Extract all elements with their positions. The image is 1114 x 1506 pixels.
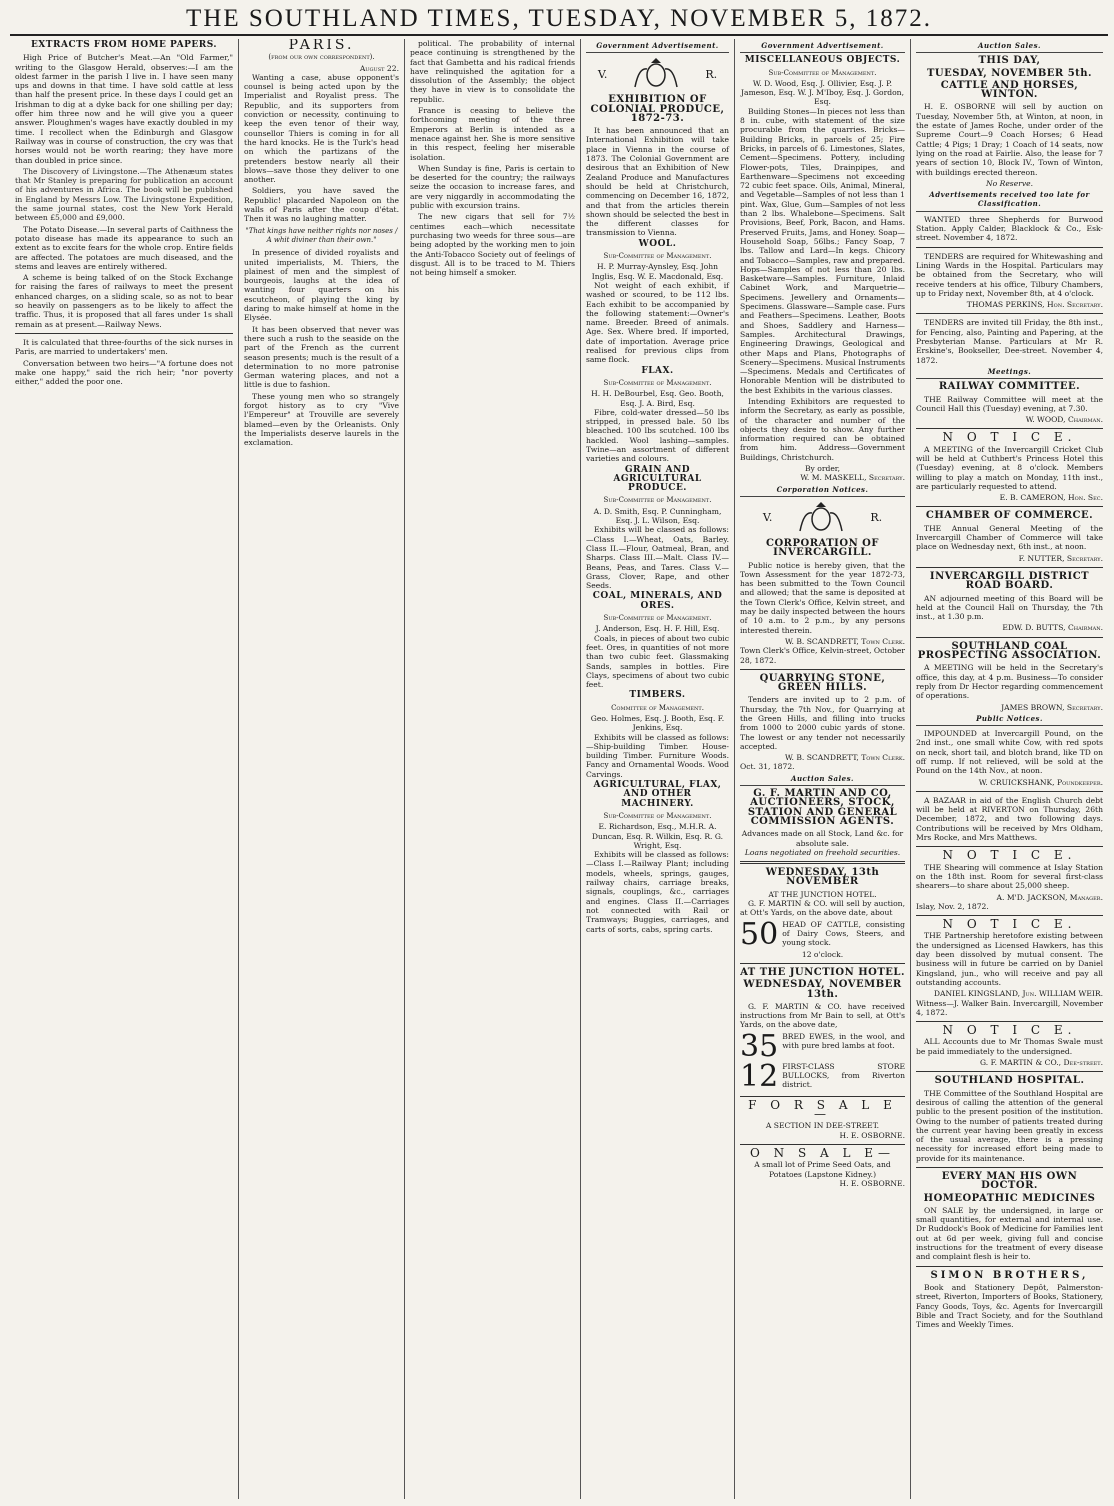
article-paragraph: In presence of divided royalists and united imperialists, M. Thiers, the plainest of men and the simplest of bourgeois, laughs at the idea of wanting four quarters on his escutcheon, of playing the king by daring to make himself at home in the Elysée.: [244, 248, 399, 323]
divider: [740, 1096, 905, 1097]
ad-line: Advances made on all Stock, Land &c. for absolute sale.: [741, 829, 904, 848]
committee-label: Sub-Committee of Management.: [603, 496, 712, 505]
ad-title: WEDNESDAY, NOVEMBER 13th.: [743, 979, 902, 1000]
ad-title: EVERY MAN HIS OWN DOCTOR.: [941, 1170, 1078, 1192]
ad-line: Witness—J. Walker Bain. Invercargill, November 4, 1872.: [916, 998, 1103, 1017]
signature: W. B. SCANDRETT, Town Clerk.: [785, 636, 905, 646]
lot-description: BRED EWES, in the wool, and with pure bred lambs at foot.: [782, 1031, 905, 1051]
signature: E. B. CAMERON, Hon. Sec.: [999, 493, 1103, 503]
ad-paragraph: Building Stones—In pieces not less than 8 in. cube, with statement of the size procurable from the quarries. Bricks—Building Bricks, in parcels of 25; Fire Bricks, in parcels of 6. Limestones, Slates, Cement—Specimens. Pottery, including Flower-pots, Tiles, Drainpipes, and Earthenware—Specimens not exceeding 72 cubic feet space. Oils, Animal, Mineral, and Vegetable—Samples of not less than 1 pint. Wax, Glue, Gum—Samples of not less than 2 lbs. Whalebone—Specimens. Salt Provisions, Beef, Pork, Bacon, and Hams. Preserved Fruits, Jams, and Honey. Soap—Household Soap, 56lbs.; Fancy Soap, 7 lbs. Tallow and Lard—In kegs. Chicory and Tobacco—Samples, raw and prepared. Hops—Samples of not less than 20 lbs. Basketware—Samples. Furniture, Inlaid Cabinet Work, and Marquetrie—Specimens. Jewellery and Ornaments—Specimens. Glassware—Sample case. Furs and Feathers—Specimens. Leather, Boots and Shoes, Saddlery and Harness—Samples. Architectural Drawings, Engineering Drawings, Geological and other Maps and Plans, Photographs of Scenery—Specimens. Musical Instruments—Specimens. Medals and Certificates of Honorable Mention will be distributed to the best Exhibits in the various classes.: [740, 106, 905, 395]
article-paragraph: Soldiers, you have saved the Republic! placarded Napoleon on the walls of Paris after the coup d'état. Then it was no laughing matter.: [244, 186, 399, 224]
divider: [916, 506, 1103, 507]
ad-title: CATTLE AND HORSES, WINTON.: [940, 79, 1079, 101]
ad-title: SIMON BROTHERS,: [930, 1269, 1089, 1281]
divider: [916, 1021, 1103, 1022]
ad-title: N O T I C E.: [942, 917, 1077, 932]
ad-paragraph: Coals, in pieces of about two cubic feet. Ores, in quantities of not more than two cubic feet. Glassmaking Sands, samples in bottles. Fire Clays, specimens of about two cubic feet.: [586, 633, 729, 690]
ad-paragraph: THE Railway Committee will meet at the Council Hall this (Tuesday) evening, at 7.30.: [916, 394, 1103, 413]
columns: [10, 39, 1108, 1499]
ad-paragraph: A MEETING will be held in the Secretary's office, this day, at 4 p.m. Business—To consider reply from Dr Hector regarding commencement of operations.: [916, 663, 1103, 701]
signature: W. M. MASKELL, Secretary.: [800, 473, 905, 483]
ad-paragraph: THE Shearing will commence at Islay Station on the 18th inst. Room for several first-class shearers—to share about 25,000 sheep.: [916, 862, 1103, 891]
ad-title: INVERCARGILL DISTRICT ROAD BOARD.: [929, 570, 1090, 592]
order-line: By order,: [804, 464, 841, 474]
divider: [916, 846, 1103, 847]
section-heading: Meetings.: [916, 367, 1103, 379]
signature: DANIEL KINGSLAND, Jun. WILLIAM WEIR.: [933, 989, 1103, 999]
article-paragraph: High Price of Butcher's Meat.—An "Old Farmer," writing to the Glasgow Herald, observes:—I am the oldest farmer in the parish I live in. I have seen many ups and downs in that time. I have sold cattle at less than half the present price. In these days I could get an Irishman to dig at a dyke back for one shilling per day; offer him three now and he will give you a queer answer. Ploughmen's wages have exactly doubled in my time. I recollect when the Edinburgh and Glasgow Railway was in course of construction, the cry was that horses would not be worth rearing; they have more than doubled in price since.: [15, 53, 233, 165]
committee-members: A. D. Smith, Esq. P. Cunningham, Esq. J. L. Wilson, Esq.: [593, 506, 722, 526]
article-paragraph: political. The probability of internal peace continuing is strengthened by the fact that Gambetta and his radical friends have relinquished the agitation for a dissolution of the Assembly; the object they have in view is to consolidate the republic.: [410, 39, 575, 104]
ad-title: F O R S A L E—: [748, 1097, 897, 1122]
divider: [916, 915, 1103, 916]
ad-title: THIS DAY,: [978, 55, 1041, 67]
committee-members: W. D. Wood, Esq. J. Ollivier, Esq. J. P. Jameson, Esq. W. J. M'Iboy, Esq. J. Gordon, Esq.: [741, 78, 904, 107]
column-notices: [735, 39, 911, 1499]
ad-line: A small lot of Prime Seed Oats, and Potatoes (Lapstone Kidney.): [754, 1160, 891, 1179]
ad-paragraph: WANTED three Shepherds for Burwood Station. Apply Calder, Blacklock & Co., Esk-street. November 4, 1872.: [916, 214, 1103, 243]
ad-title: WEDNESDAY, 13th NOVEMBER: [765, 867, 880, 888]
ad-paragraph: It has been announced that an International Exhibition will take place in Vienna in the course of 1873. The Colonial Government are desirous that an Exhibition of New Zealand Produce and Manufactures should be held at Christchurch, commencing on December 16, 1872, and that from the articles therein shown should be selected the best in the different classes for transmission to Vienna.: [586, 126, 729, 238]
divider: [916, 247, 1103, 248]
committee-members: H. H. DeBourbel, Esq. Geo. Booth, Esq. J. A. Bird, Esq.: [591, 389, 724, 408]
ad-paragraph: TENDERS are required for Whitewashing and Lining Wards in the Hospital. Particulars may be obtained from the Secretary, who will receive tenders at his office, Tilbury Chambers, up to Friday next, November 8th, at 4 o'clock.: [916, 251, 1103, 298]
divider: [740, 669, 905, 670]
ad-paragraph: Exhibits will be classed as follows:—Ship-building Timber. House-building Timber. Furniture Woods. Fancy and Ornamental Woods. Wood Carvings.: [586, 732, 729, 779]
section-heading: Government Advertisement.: [586, 41, 729, 53]
divider: [916, 637, 1103, 638]
ad-paragraph: G. F. MARTIN & CO. will sell by auction, at Ott's Yards, on the above date, about: [740, 899, 905, 918]
class-heading: GRAIN AND AGRICULTURAL PRODUCE.: [613, 464, 702, 494]
ad-paragraph: AN adjourned meeting of this Board will be held at the Council Hall on Thursday, the 7th inst., at 1.30 p.m.: [916, 593, 1103, 622]
article-paragraph: The Discovery of Livingstone.—The Athenæum states that Mr Stanley is preparing for publication an account of his adventures in Africa. The book will be published in England by Messrs Low. The Livingstone Expedition, the same journal states, cost the New York Herald between £5,000 and £9,000.: [15, 166, 233, 223]
ad-paragraph: G. F. MARTIN & CO. have received instructions from Mr Bain to sell, at Ott's Yards, on the above date,: [740, 1001, 905, 1030]
class-heading: WOOL.: [638, 238, 677, 249]
column-advertisements: [911, 39, 1108, 1499]
committee-members: Geo. Holmes, Esq. J. Booth, Esq. F. Jenkins, Esq.: [590, 714, 725, 733]
article-paragraph: It is calculated that three-fourths of the sick nurses in Paris, are married to undertakers' men.: [15, 337, 233, 357]
ad-paragraph: A MEETING of the Invercargill Cricket Club will be held at Cuthbert's Princess Hotel this (Tuesday) evening, at 8 o'clock. Members willing to play a match on Monday, 11th inst., are particularly requested to attend.: [916, 444, 1103, 491]
ad-date: Islay, Nov. 2, 1872.: [916, 901, 989, 911]
lot-number: 50: [740, 919, 779, 950]
ad-line: Loans negotiated on freehold securities.: [744, 847, 901, 857]
royal-arms-icon: [629, 57, 683, 91]
lot-description: FIRST-CLASS STORE BULLOCKS, from Riverton district.: [782, 1061, 905, 1090]
signature: H. E. OSBORNE.: [839, 1130, 905, 1140]
signature: W. WOOD, Chairman.: [1025, 415, 1103, 425]
ad-paragraph: THE Committee of the Southland Hospital are desirous of calling the attention of the general public to the present position of the institution. Owing to the number of patients treated during the current year having been greatly in excess of the usual average, there is a pressing necessity for increased effort being made to provide for its maintenance.: [916, 1088, 1103, 1163]
column-paris: [239, 39, 405, 1499]
masthead: THE SOUTHLAND TIMES, TUESDAY, NOVEMBER 5, 1872.: [10, 4, 1108, 36]
ad-paragraph: H. E. OSBORNE will sell by auction on Tuesday, November 5th, at Winton, at noon, in the estate of James Roche, under order of the Supreme Court—9 Coach Horses; 6 Head Cattle; 4 Pigs; 1 Dray; 1 Coach of 14 seats, now lying on the road at Fairlie. Also, the lease for 7 years of section 10, Block IV., Town of Winton, with buildings erected thereon.: [916, 102, 1103, 177]
committee-label: Sub-Committee of Management.: [603, 614, 712, 623]
byline: (from our own correspondent).: [268, 53, 375, 62]
class-heading: COAL, MINERALS, AND ORES.: [592, 591, 723, 611]
signature: A. M'D. JACKSON, Manager.: [996, 892, 1103, 902]
section-heading: EXTRACTS FROM HOME PAPERS.: [30, 40, 218, 50]
divider: [916, 1071, 1103, 1072]
divider: [916, 1266, 1103, 1267]
ad-paragraph: Book and Stationery Depôt, Palmerston-street, Riverton, Importers of Books, Stationery, Fancy Goods, Toys, &c. Agents for Invercargill Bible and Tract Society, and for the Southland Times and Weekly Times.: [916, 1282, 1103, 1330]
article-paragraph: It has been observed that never was there such a rush to the seaside on the part of the French as the current season presents; much is the result of a determination to no more patronise German watering places, and not a little is due to fashion.: [244, 324, 399, 390]
ad-title: N O T I C E.: [942, 848, 1077, 863]
divider: [916, 1167, 1103, 1168]
ad-paragraph: TENDERS are invited till Friday, the 8th inst., for Fencing, also, Painting and Papering, at the Presbyterian Manse. Particulars at Mr R. Erskine's, Bookseller, Dee-street. November 4, 1872.: [916, 318, 1103, 365]
royal-crest: [586, 57, 729, 91]
class-heading: TIMBERS.: [629, 690, 686, 701]
ad-title: RAILWAY COMMITTEE.: [938, 381, 1081, 393]
crest-letter-v: V.: [762, 511, 773, 525]
committee-members: H. P. Murray-Aynsley, Esq. John Inglis, Esq. W. E. Macdonald, Esq.: [591, 262, 724, 281]
ad-paragraph: IMPOUNDED at Invercargill Pound, on the 2nd inst., one small white Cow, with red spots on neck, short tail, and blotch brand, like TD on off rump. If not relieved, will be sold at the Pound on the 14th Nov., at noon.: [916, 729, 1103, 776]
ad-title: HOMEOPATHIC MEDICINES: [923, 1192, 1096, 1204]
ad-title: TUESDAY, NOVEMBER 5th.: [926, 67, 1093, 79]
ad-title: N O T I C E.: [942, 1023, 1077, 1038]
ad-paragraph: Tenders are invited up to 2 p.m. of Thursday, the 7th Nov., for Quarrying at the Green Hills, and filling into trucks from 1000 to 2000 cubic yards of stone. The lowest or any tender not necessarily accepted.: [740, 695, 905, 751]
article-paragraph: When Sunday is fine, Paris is certain to be deserted for the country; the railways seize the occasion to increase fares, and are very niggardly in accommodating the public with excursion trains.: [410, 163, 575, 211]
ad-line: No Reserve.: [985, 178, 1034, 188]
ad-title: CORPORATION OF INVERCARGILL.: [766, 537, 879, 559]
ad-title: G. F. MARTIN AND CO, AUCTIONEERS, STOCK, STATION AND GENERAL COMMISSION AGENTS.: [747, 788, 898, 827]
class-heading: FLAX.: [641, 365, 674, 376]
ad-line: AT THE JUNCTION HOTEL.: [768, 889, 877, 899]
article-paragraph: The new cigars that sell for 7½ centimes each—which necessitate purchasing two weeds for three sous—are being adopted by the working men to join the Anti-Tobacco Society out of feelings of disgust. All is to be traced to M. Thiers not being himself a smoker.: [410, 212, 575, 278]
royal-arms-icon: [794, 501, 848, 535]
article-title: PARIS.: [288, 39, 355, 53]
ad-date: Town Clerk's Office, Kelvin-street, October 28, 1872.: [740, 646, 905, 665]
committee-members: E. Richardson, Esq., M.H.R. A. Duncan, Esq. R. Wilkin, Esq. R. G. Wright, Esq.: [591, 822, 724, 850]
ad-title: SOUTHLAND HOSPITAL.: [934, 1075, 1085, 1087]
article-paragraph: Wanting a case, abuse opponent's counsel is being acted upon by the Imperialist and Royalist press. The Republic, and its supporters from conviction or necessity, continuing to keep the even tenor of their way, counsellor Thiers is coming in for all the hard knocks. He is the Turk's head on which the partizans of the pretenders bestow nearly all their blows—save those they deliver to one another.: [244, 72, 399, 185]
ad-title: N O T I C E.: [942, 430, 1077, 445]
lot-bullocks: [740, 1062, 905, 1092]
divider: [916, 428, 1103, 429]
lot-number: 12: [740, 1061, 779, 1092]
lot-description: HEAD OF CATTLE, consisting of Dairy Cows, Steers, and young stock.: [782, 919, 905, 948]
quotation: "That kings have neither rights nor noses / A whit diviner than their own.": [245, 226, 398, 244]
ad-title: CHAMBER OF COMMERCE.: [925, 510, 1094, 522]
ad-paragraph: Exhibits will be classed as follows:—Class I.—Wheat, Oats, Barley. Class II.—Flour, Oatmeal, Bran, and Sharps. Class III.—Malt. Class IV.—Beans, Peas, and Tares. Class V.—Grass, Clover, Rape, and other Seeds.: [586, 525, 729, 591]
signature: G. F. MARTIN & CO., Dee-street.: [979, 1058, 1103, 1068]
ad-title: QUARRYING STONE, GREEN HILLS.: [759, 672, 886, 694]
article-paragraph: Conversation between two heirs—"A fortune does not make one happy," said the rich heir; "nor poverty either," added the poor one.: [15, 358, 233, 387]
committee-label: Sub-Committee of Management.: [603, 378, 712, 387]
ad-paragraph: THE Annual General Meeting of the Invercargill Chamber of Commerce will take place on Wednesday next, 6th inst., at noon.: [916, 523, 1103, 552]
signature: W. B. SCANDRETT, Town Clerk.: [785, 753, 905, 763]
ad-date: Oct. 31, 1872.: [740, 762, 795, 772]
divider: [740, 1144, 905, 1145]
article-paragraph: A scheme is being talked of on the Stock Exchange for raising the fares of railways to meet the present enhanced charges, on a sliding scale, so as not to bear so heavily on passengers as to be likely to affect the traffic. Thus, it is proposed that all fares under 1s shall remain as at present.—Railway News.: [15, 273, 233, 329]
divider: [916, 567, 1103, 568]
crest-letter-v: V.: [597, 67, 608, 81]
article-paragraph: These young men who so strangely forgot history as to cry "Vive l'Empereur" at Trouville are severely blamed—even by the Orleanists. Only the Imperialists deserve laurels in the exclamation.: [244, 391, 399, 448]
ad-paragraph: Public notice is hereby given, that the Town Assessment for the year 1872-73, has been submitted to the Town Council and allowed; that the same is deposited at the Town Clerk's Office, Kelvin street, and may be daily inspected between the hours of 10 a.m. to 2 p.m., by any persons interested therein.: [740, 560, 905, 635]
ad-paragraph: Intending Exhibitors are requested to inform the Secretary, as early as possible, of the character and number of the objects they desire to show. Any further information required can be obtained from him. Address—Government Buildings, Christchurch.: [740, 396, 905, 462]
dateline: August 22.: [359, 63, 399, 73]
section-heading: Auction Sales.: [740, 774, 905, 786]
section-heading: Auction Sales.: [916, 41, 1103, 53]
crest-letter-r: R.: [870, 511, 883, 525]
crest-letter-r: R.: [705, 67, 718, 81]
article-paragraph: France is ceasing to believe the forthcoming meeting of the three Emperors at Berlin is intended as a menace against her. She is more sensitive in this respect, feeling her miserable isolation.: [410, 106, 575, 162]
ad-paragraph: ON SALE by the undersigned, in large or small quantities, for external and internal use. Dr Ruddock's Book of Medicine for Families lent out at 6d per week, giving full and concise instructions for the treatment of every disease and complaint flesh is heir to.: [916, 1205, 1103, 1262]
class-heading: AGRICULTURAL, FLAX, AND OTHER MACHINERY.: [593, 780, 722, 809]
ad-title: AT THE JUNCTION HOTEL.: [740, 966, 905, 978]
class-heading: MISCELLANEOUS OBJECTS.: [744, 55, 901, 66]
divider: [15, 333, 233, 334]
lot-ewes: [740, 1032, 905, 1062]
signature: EDW. D. BUTTS, Chairman.: [1002, 623, 1103, 633]
ad-paragraph: A BAZAAR in aid of the English Church debt will be held at RIVERTON on Thursday, 26th December, 1872, and two following days. Contributions will be received by Mrs Oldham, Mrs Rocke, and Mrs Matthews.: [916, 795, 1103, 843]
divider: [916, 791, 1103, 792]
ad-paragraph: THE Partnership heretofore existing between the undersigned as Licensed Hawkers, has this day been dissolved by mutual consent. The business will in future be carried on by Daniel Kingsland, jun., who will receive and pay all outstanding accounts.: [916, 931, 1103, 987]
signature: W. CRUICKSHANK, Poundkeeper.: [978, 777, 1103, 787]
ad-paragraph: Exhibits will be classed as follows:—Class I.—Railway Plant; including models, wheels, springs, gauges, railway chairs, carriage breaks, signals, couplings, &c., carriages and engines. Class II.—Carriages not connected with Rail or Tramways; Buggies, carriages, and carts of sorts, cabs, spring carts.: [586, 850, 729, 934]
ad-title: O N S A L E—: [749, 1145, 896, 1160]
committee-label: Committee of Management.: [611, 703, 704, 712]
ad-line: A SECTION IN DEE-STREET.: [765, 1121, 880, 1131]
committee-label: Sub-Committee of Management.: [603, 252, 712, 261]
ad-paragraph: Fibre, cold-water dressed—50 lbs stripped, in pressed bale. 50 lbs bleached. 100 lbs scutched. 100 lbs hackled. Wool lashing—samples. Twine—an assortment of different varieties and colours.: [586, 407, 729, 464]
section-heading: Advertisements received too late for Classification.: [916, 190, 1103, 212]
corporation-crest: [740, 501, 905, 535]
ad-title: EXHIBITION OF COLONIAL PRODUCE, 1872-73.: [590, 94, 725, 124]
divider: [740, 861, 905, 864]
committee-label: Sub-Committee of Management.: [768, 68, 877, 77]
column-paris-continued: [405, 39, 581, 1499]
column-government-exhibition: [581, 39, 735, 1499]
lot-cattle: [740, 920, 905, 950]
ad-title: SOUTHLAND COAL PROSPECTING ASSOCIATION.: [917, 640, 1102, 662]
section-heading: Government Advertisement.: [740, 41, 905, 53]
signature: F. NUTTER, Secretary.: [1018, 553, 1103, 563]
ad-paragraph: ALL Accounts due to Mr Thomas Swale must be paid immediately to the undersigned.: [916, 1037, 1103, 1056]
divider: [740, 963, 905, 964]
ad-paragraph: Not weight of each exhibit, if washed or scoured, to be 112 lbs. Each exhibit to be accompanied by the following statement:—Owner's name. Breeder. Breed of animals. Age. Sex. Where bred. If imported, date of importation. Average price realised for previous clips from same flock.: [586, 280, 729, 365]
section-heading: Public Notices.: [916, 714, 1103, 726]
lot-number: 35: [740, 1031, 779, 1062]
committee-label: Sub-Committee of Management.: [603, 811, 712, 820]
committee-members: J. Anderson, Esq. H. F. Hill, Esq.: [595, 624, 720, 634]
divider: [916, 313, 1103, 314]
signature: THOMAS PERKINS, Hon. Secretary.: [966, 300, 1103, 310]
section-heading: Corporation Notices.: [740, 485, 905, 497]
signature: H. E. OSBORNE.: [839, 1178, 905, 1188]
column-extracts: [10, 39, 239, 1499]
article-paragraph: The Potato Disease.—In several parts of Caithness the potato disease has made its appearance to such an extent as to excite fears for the whole crop. Entire fields are affected. The potatoes are much diseased, and the stems and leaves are entirely withered.: [15, 224, 233, 271]
signature: JAMES BROWN, Secretary.: [1001, 702, 1103, 712]
ad-line: 12 o'clock.: [801, 949, 844, 959]
